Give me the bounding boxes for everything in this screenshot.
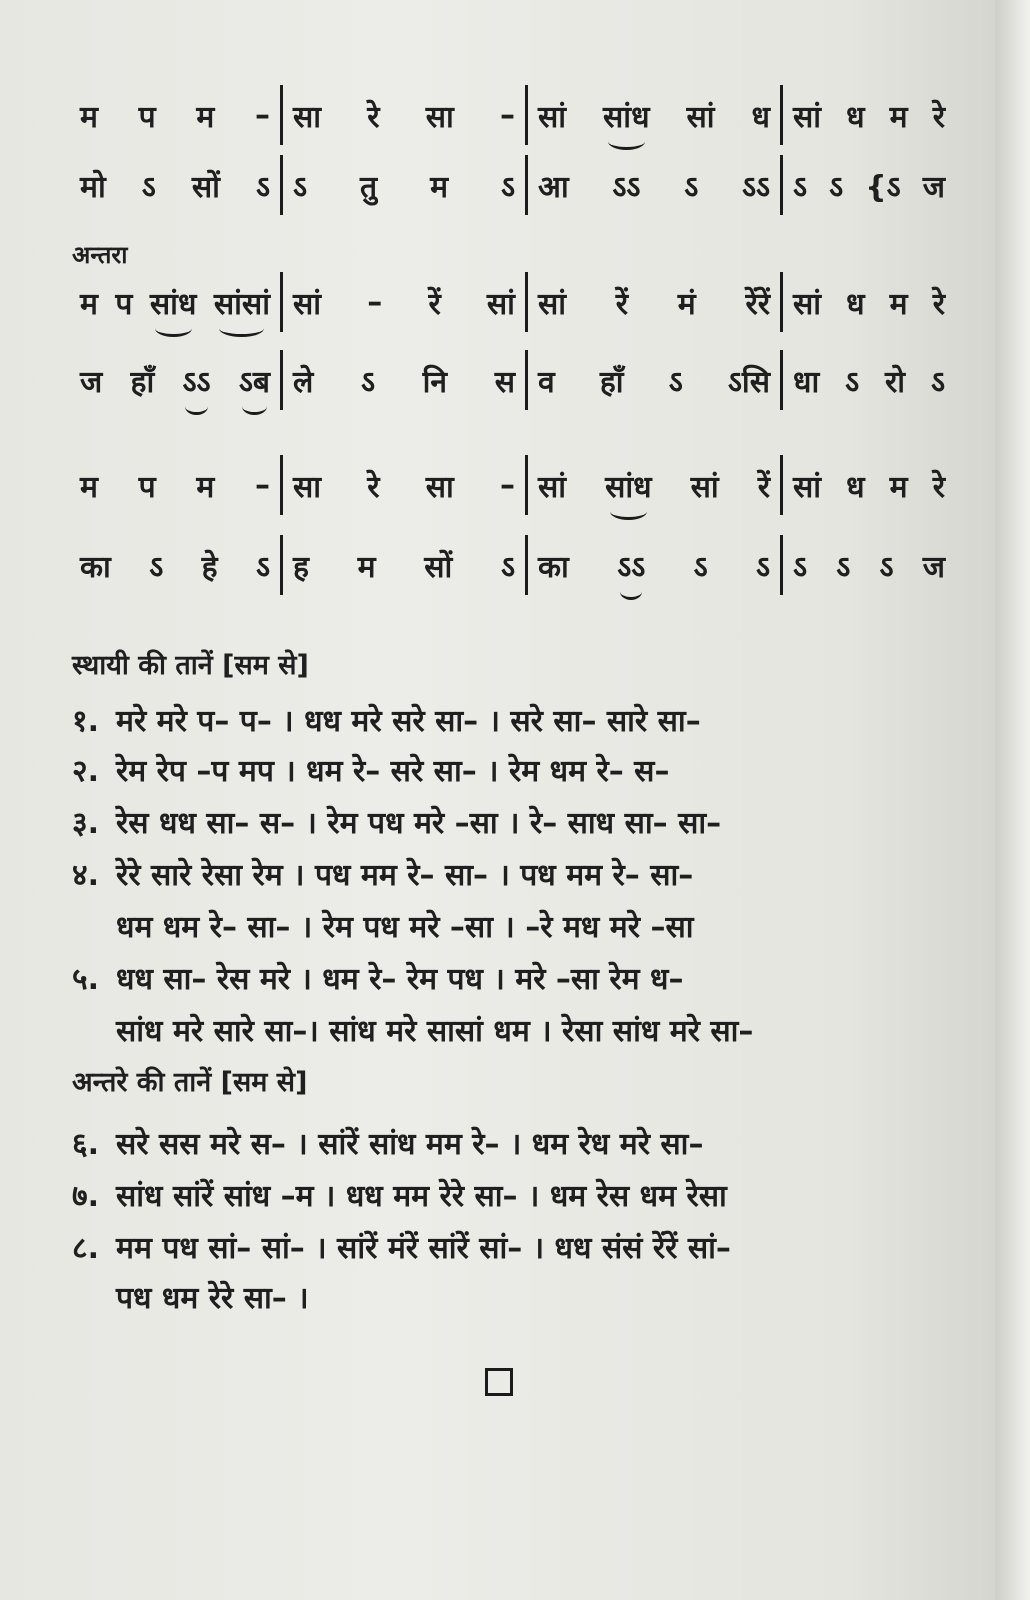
taan-text: सांध मरे सारे सा–। सांध मरे सासां धम । रेसा सांध मरे सा– [116,1013,754,1049]
taan-text: सरे सस मरे स– । सांरें सांध मम रे– । धम रेध मरे सा– [116,1126,704,1162]
taan-number: १. [72,703,99,739]
note-token: सां [538,286,567,322]
antara-notes-row [70,455,970,515]
lyric-token: हाँ [130,364,155,400]
lyric-token: ऽ [793,169,808,205]
lyric-token: ऽब [239,360,270,401]
lyric-token: ऽ [755,549,770,585]
lyric-token: ऽ [500,169,515,205]
vibhag-cell [280,85,525,145]
vibhag-cell [525,455,780,515]
taan-line [72,1118,952,1166]
taan-number: ३. [72,805,99,841]
note-token: सा [425,99,454,135]
vibhag-cell [525,85,780,145]
note-token: सा [425,469,454,505]
vibhag-cell [70,155,280,215]
taan-number: ६. [72,1126,99,1162]
note-token: रें [428,286,441,322]
lyric-token: का [80,549,111,585]
note-token: – [254,467,270,503]
taan-line [72,953,952,1001]
taan-number: ८. [72,1230,99,1266]
vibhag-cell [780,535,955,595]
taan-line [72,1005,952,1053]
lyric-token: ज [922,169,945,205]
taan-number: ४. [72,857,99,893]
lyric-token: ऽ [360,364,375,400]
note-token: – [254,97,270,133]
lyric-token: का [538,549,569,585]
lyric-token: ऽ [879,549,894,585]
note-token: म [80,99,98,135]
sthayi-lyrics-row [70,155,970,215]
vibhag-cell [70,350,280,410]
lyric-token: ले [293,364,314,400]
vibhag-cell [70,85,280,145]
lyric-token: ऽसि [727,364,770,400]
note-token: – [499,97,515,133]
note-token: ध [846,286,865,322]
note-token: सां [793,286,822,322]
vibhag-cell [70,272,280,332]
taan-number: ७. [72,1178,99,1214]
note-token: – [367,284,383,320]
note-token: सांध [150,282,197,323]
lyric-token: ऽऽ [617,545,645,586]
vibhag-cell [780,272,955,332]
note-token: सां [538,99,567,135]
taan-line [72,745,952,793]
lyric-token: म [430,169,449,205]
lyric-token: सों [191,169,220,205]
taan-line [72,695,952,743]
lyric-token: हाँ [599,364,624,400]
lyric-token: स [494,364,515,400]
taan-line [72,1222,952,1270]
note-token: म [889,286,908,322]
vibhag-cell [280,535,525,595]
note-token: प [115,286,133,322]
taan-text: पध धम रेरे सा– । [116,1280,309,1316]
note-token: म [196,99,215,135]
lyric-token: ऽ [829,169,844,205]
vibhag-cell [280,455,525,515]
note-token: म [889,469,908,505]
note-token: ध [846,99,865,135]
note-token: रे [932,286,945,322]
note-token: म [889,99,908,135]
note-token: सां [486,286,515,322]
taan-line [72,1170,952,1218]
vibhag-cell [280,272,525,332]
note-token: म [80,286,98,322]
lyric-token: ज [922,549,945,585]
antara-notes-row [70,272,970,332]
taan-line [72,1272,952,1320]
note-token: मं [677,286,696,322]
lyric-token: ह [293,549,309,585]
lyric-token: रो [885,364,906,400]
lyric-token: ऽ [668,364,683,400]
note-token: प [138,469,156,505]
lyric-token: ऽ [693,549,708,585]
vibhag-cell [70,455,280,515]
lyric-token: तु [359,169,378,205]
vibhag-cell [525,155,780,215]
end-mark-square [485,1368,513,1396]
lyric-token: ऽऽ [612,169,641,205]
lyric-token: म [357,549,376,585]
note-token: सांध [605,465,652,506]
sthayi-taan-heading: स्थायी की तानें [सम से] [72,650,309,681]
taan-text: धध सा– रेस मरे । धम रे– रेम पध । मरे –सा रेम ध– [116,961,684,997]
lyric-token: आ [538,169,569,205]
lyric-token: ज [80,364,103,400]
note-token: सा [293,99,322,135]
note-token: रें [615,286,629,322]
taan-line [72,797,952,845]
taan-text: मरे मरे प– प– । धध मरे सरे सा– । सरे सा– सारे सा– [116,703,701,739]
note-token: रे [932,469,945,505]
lyric-token: नि [422,364,448,400]
lyric-token: हे [201,549,218,585]
vibhag-cell [70,535,280,595]
note-token: रेंरें [745,286,770,322]
taan-number: २. [72,753,99,789]
lyric-token: ऽऽ [183,360,211,401]
vibhag-cell [525,350,780,410]
taan-text: धम धम रे– सा– । रेम पध मरे –सा । –रे मध मरे –सा [116,909,694,945]
lyric-token: ऽ [255,549,270,585]
vibhag-cell [525,272,780,332]
taan-text: रेम रेप –प मप । धम रे– सरे सा– । रेम धम रे– स– [116,753,670,789]
lyric-token: ऽ [149,549,164,585]
note-token: सां [686,99,715,135]
vibhag-cell [280,155,525,215]
lyric-token: ऽ [793,549,808,585]
vibhag-cell [780,155,955,215]
note-token: सांध [603,95,650,136]
lyric-token: ऽ [255,169,270,205]
taan-line [72,901,952,949]
taan-number: ५. [72,961,99,997]
note-token: – [499,467,515,503]
note-token: रे [932,99,945,135]
note-token: प [138,99,156,135]
lyric-token: मो [80,169,106,205]
lyric-token: ऽ [930,364,945,400]
note-token: रे [367,469,380,505]
note-token: रे [367,99,380,135]
lyric-token: ऽ [293,169,308,205]
vibhag-cell [780,85,955,145]
lyric-token: ऽऽ [741,169,770,205]
vibhag-cell [780,350,955,410]
vibhag-cell [280,350,525,410]
note-token: सां [538,469,567,505]
taan-line [72,849,952,897]
antara-lyrics-row [70,350,970,410]
taan-text: रेस धध सा– स– । रेम पध मरे –सा । रे– साध सा– सा– [116,805,722,841]
lyric-token: ऽ [836,549,851,585]
book-spine [995,0,1030,1600]
note-token: म [80,469,98,505]
antara-label: अन्तरा [72,241,128,269]
taan-text: मम पध सां– सां– । सांरें मंरें सांरें सां– । धध संसं रेंरें सां– [116,1230,731,1266]
note-token: सा [293,469,322,505]
lyric-token: सों [424,549,453,585]
note-token: सां [293,286,322,322]
note-token: ध [751,99,770,135]
note-token: सां [793,469,822,505]
note-token: सां [793,99,822,135]
note-token: सांसां [214,282,270,323]
lyric-token: {ऽ [865,169,901,205]
lyric-token: ऽ [845,364,860,400]
taan-text: रेरे सारे रेसा रेम । पध मम रे– सा– । पध मम रे– सा– [116,857,694,893]
vibhag-cell [525,535,780,595]
note-token: ध [846,469,865,505]
note-token: सां [690,469,719,505]
lyric-token: ऽ [684,169,699,205]
note-token: रें [757,469,770,505]
lyric-token: व [538,364,555,400]
lyric-token: धा [793,364,820,400]
sthayi-notes-row [70,85,970,145]
taan-text: सांध सांरें सांध –म । धध मम रेरे सा– । धम रेस धम रेसा [116,1178,727,1214]
vibhag-cell [780,455,955,515]
antara-lyrics-row [70,535,970,595]
antara-taan-heading: अन्तरे की तानें [सम से] [72,1067,308,1098]
note-token: म [196,469,215,505]
lyric-token: ऽ [141,169,156,205]
lyric-token: ऽ [500,549,515,585]
